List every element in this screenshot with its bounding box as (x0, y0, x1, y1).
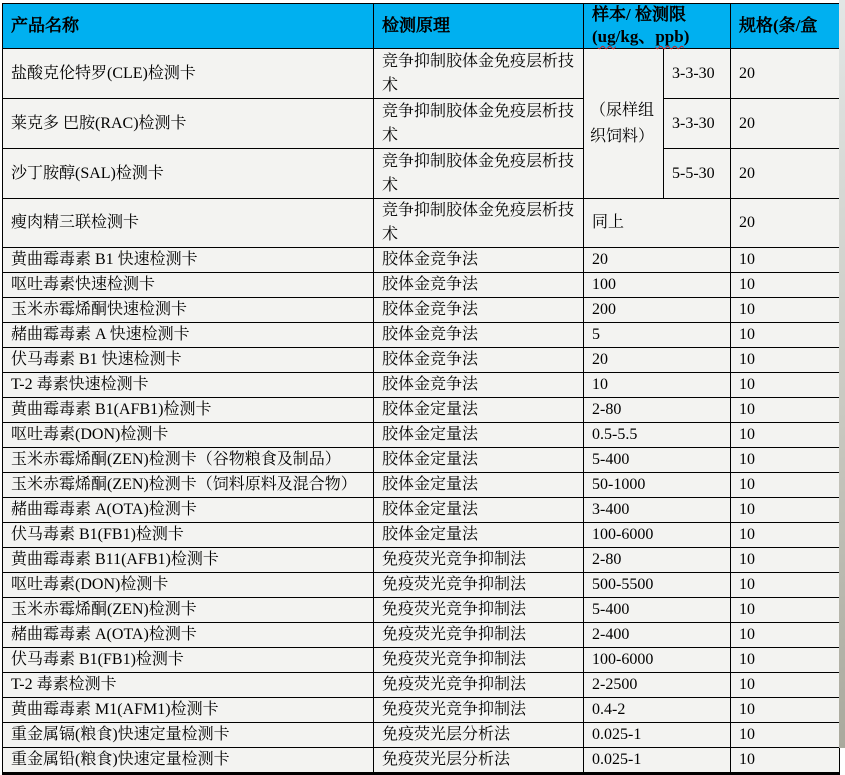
table-row (3, 723, 840, 748)
product-name-cell: 瘦肉精三联检测卡 (3, 199, 374, 248)
product-name-cell: 伏马毒素 B1 快速检测卡 (3, 348, 374, 373)
table-row (3, 548, 840, 573)
limit-cell: 2-400 (584, 623, 731, 648)
table-row (3, 99, 840, 149)
product-name-cell: T-2 毒素快速检测卡 (3, 373, 374, 398)
table-row (3, 598, 840, 623)
principle-cell: 免疫荧光竞争抑制法 (374, 673, 584, 698)
sample-note-cell: （尿样组织饲料） (584, 49, 664, 199)
table-row (3, 573, 840, 598)
table-row (3, 523, 840, 548)
table-row (3, 673, 840, 698)
spec-cell: 10 (731, 498, 840, 523)
header-principle: 检测原理 (374, 4, 584, 49)
limit-cell: 5 (584, 323, 731, 348)
limit-cell: 5-400 (584, 598, 731, 623)
spec-cell: 10 (731, 548, 840, 573)
spec-cell: 20 (731, 49, 840, 99)
spec-cell: 10 (731, 673, 840, 698)
product-name-cell: 呕吐毒素(DON)检测卡 (3, 573, 374, 598)
principle-cell: 胶体金竞争法 (374, 348, 584, 373)
table-row (3, 298, 840, 323)
principle-cell: 免疫荧光层分析法 (374, 748, 584, 774)
product-name-cell: 赭曲霉毒素 A 快速检测卡 (3, 323, 374, 348)
table-row (3, 373, 840, 398)
limit-cell: 2-2500 (584, 673, 731, 698)
spec-cell: 10 (731, 573, 840, 598)
limit-cell: 100-6000 (584, 648, 731, 673)
principle-cell: 胶体金定量法 (374, 448, 584, 473)
spec-cell: 10 (731, 648, 840, 673)
principle-cell: 免疫荧光竞争抑制法 (374, 598, 584, 623)
product-name-cell: 黄曲霉毒素 B1(AFB1)检测卡 (3, 398, 374, 423)
unit-ppb: ppb (655, 27, 684, 46)
product-name-cell: 呕吐毒素快速检测卡 (3, 273, 374, 298)
principle-cell: 免疫荧光竞争抑制法 (374, 698, 584, 723)
spec-cell: 20 (731, 99, 840, 149)
product-name-cell: 沙丁胺醇(SAL)检测卡 (3, 149, 374, 199)
limit-cell: 同上 (584, 199, 731, 248)
spec-cell: 10 (731, 623, 840, 648)
header-product: 产品名称 (3, 4, 374, 49)
limit-cell: 50-1000 (584, 473, 731, 498)
principle-cell: 竞争抑制胶体金免疫层析技术 (374, 199, 584, 248)
principle-cell: 胶体金定量法 (374, 498, 584, 523)
product-name-cell: 重金属铅(粮食)快速定量检测卡 (3, 748, 374, 774)
spec-cell: 20 (731, 199, 840, 248)
spec-cell: 10 (731, 448, 840, 473)
product-name-cell: 玉米赤霉烯酮(ZEN)检测卡（谷物粮食及制品） (3, 448, 374, 473)
product-name-cell: 玉米赤霉烯酮(ZEN)检测卡 (3, 598, 374, 623)
spec-cell: 10 (731, 748, 840, 774)
principle-cell: 胶体金定量法 (374, 473, 584, 498)
spec-cell: 10 (731, 723, 840, 748)
principle-cell: 胶体金竞争法 (374, 373, 584, 398)
product-name-cell: 玉米赤霉烯酮(ZEN)检测卡（饲料原料及混合物） (3, 473, 374, 498)
product-name-cell: T-2 毒素检测卡 (3, 673, 374, 698)
principle-cell: 胶体金定量法 (374, 423, 584, 448)
product-name-cell: 伏马毒素 B1(FB1)检测卡 (3, 648, 374, 673)
table-row (3, 698, 840, 723)
limit-cell: 100 (584, 273, 731, 298)
spec-cell: 10 (731, 523, 840, 548)
limit-cell: 3-400 (584, 498, 731, 523)
unit-ug: ug (597, 27, 616, 46)
table-row (3, 423, 840, 448)
product-name-cell: 玉米赤霉烯酮快速检测卡 (3, 298, 374, 323)
table-row (3, 748, 840, 774)
limit-cell: 100-6000 (584, 523, 731, 548)
product-name-cell: 黄曲霉毒素 B11(AFB1)检测卡 (3, 548, 374, 573)
spec-cell: 10 (731, 423, 840, 448)
table-row (3, 648, 840, 673)
spec-cell: 10 (731, 473, 840, 498)
limit-cell: 3-3-30 (664, 49, 731, 99)
spec-cell: 10 (731, 273, 840, 298)
limit-cell: 500-5500 (584, 573, 731, 598)
principle-cell: 竞争抑制胶体金免疫层析技术 (374, 99, 584, 149)
limit-cell: 2-80 (584, 548, 731, 573)
limit-cell: 0.5-5.5 (584, 423, 731, 448)
principle-cell: 胶体金定量法 (374, 523, 584, 548)
header-sample-limit (584, 4, 731, 49)
product-name-cell: 黄曲霉毒素 M1(AFM1)检测卡 (3, 698, 374, 723)
product-spec-table (2, 3, 840, 775)
limit-cell: 0.025-1 (584, 723, 731, 748)
spec-cell: 10 (731, 398, 840, 423)
table-row (3, 49, 840, 99)
product-name-cell: 重金属镉(粮食)快速定量检测卡 (3, 723, 374, 748)
limit-cell: 200 (584, 298, 731, 323)
header-sample-line2 (592, 26, 726, 48)
unit-mid: /kg、 (615, 27, 656, 46)
table-row (3, 149, 840, 199)
spec-cell: 10 (731, 248, 840, 273)
spec-cell: 10 (731, 698, 840, 723)
principle-cell: 胶体金竞争法 (374, 323, 584, 348)
limit-cell: 0.4-2 (584, 698, 731, 723)
limit-cell: 2-80 (584, 398, 731, 423)
principle-cell: 免疫荧光层分析法 (374, 723, 584, 748)
table-row (3, 323, 840, 348)
unit-open-paren: ( (592, 27, 598, 46)
principle-cell: 胶体金竞争法 (374, 298, 584, 323)
product-name-cell: 黄曲霉毒素 B1 快速检测卡 (3, 248, 374, 273)
table-row (3, 348, 840, 373)
limit-cell: 5-5-30 (664, 149, 731, 199)
principle-cell: 免疫荧光竞争抑制法 (374, 648, 584, 673)
product-name-cell: 莱克多 巴胺(RAC)检测卡 (3, 99, 374, 149)
principle-cell: 胶体金定量法 (374, 398, 584, 423)
limit-cell: 10 (584, 373, 731, 398)
principle-cell: 胶体金竞争法 (374, 248, 584, 273)
spec-cell: 10 (731, 373, 840, 398)
spec-cell: 10 (731, 598, 840, 623)
product-name-cell: 赭曲霉毒素 A(OTA)检测卡 (3, 498, 374, 523)
spec-cell: 10 (731, 323, 840, 348)
limit-cell: 0.025-1 (584, 748, 731, 774)
principle-cell: 免疫荧光竞争抑制法 (374, 548, 584, 573)
table-row (3, 248, 840, 273)
table-row (3, 273, 840, 298)
product-name-cell: 伏马毒素 B1(FB1)检测卡 (3, 523, 374, 548)
limit-cell: 5-400 (584, 448, 731, 473)
principle-cell: 竞争抑制胶体金免疫层析技术 (374, 49, 584, 99)
spec-cell: 10 (731, 298, 840, 323)
limit-cell: 20 (584, 248, 731, 273)
table-row (3, 398, 840, 423)
principle-cell: 竞争抑制胶体金免疫层析技术 (374, 149, 584, 199)
table-row (3, 448, 840, 473)
product-name-cell: 盐酸克伦特罗(CLE)检测卡 (3, 49, 374, 99)
header-sample-line1: 样本/ 检测限 (592, 5, 686, 24)
spec-cell: 20 (731, 149, 840, 199)
table-row (3, 473, 840, 498)
limit-cell: 3-3-30 (664, 99, 731, 149)
principle-cell: 免疫荧光竞争抑制法 (374, 623, 584, 648)
right-edge-strip (839, 0, 845, 748)
spec-cell: 10 (731, 348, 840, 373)
header-row (3, 4, 840, 49)
principle-cell: 免疫荧光竞争抑制法 (374, 573, 584, 598)
table-row (3, 623, 840, 648)
limit-cell: 20 (584, 348, 731, 373)
table-row (3, 199, 840, 248)
product-name-cell: 呕吐毒素(DON)检测卡 (3, 423, 374, 448)
principle-cell: 胶体金竞争法 (374, 273, 584, 298)
product-name-cell: 赭曲霉毒素 A(OTA)检测卡 (3, 623, 374, 648)
unit-close-paren: ) (683, 27, 690, 46)
header-spec: 规格(条/盒 (731, 4, 840, 49)
table-row (3, 498, 840, 523)
